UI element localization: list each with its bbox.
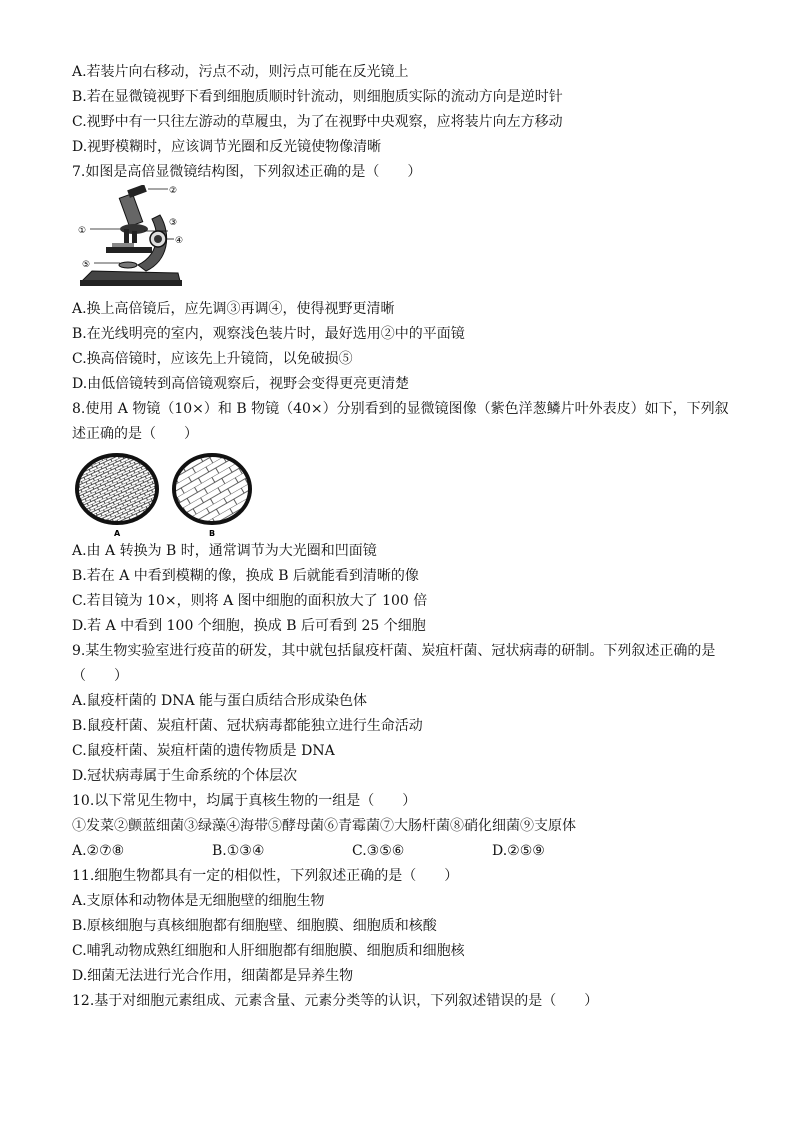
q6-option-d: D.视野模糊时，应该调节光圈和反光镜使物像清晰 <box>72 139 382 155</box>
q10-option-a: A.②⑦⑧ <box>72 843 125 859</box>
q9-stem-line2: （ ） <box>72 668 128 684</box>
q8-stem-line1: 8.使用 A 物镜（10×）和 B 物镜（40×）分别看到的显微镜图像（紫色洋葱鳞片叶外表皮）如下，下列叙 <box>72 401 729 417</box>
cell-images-figure <box>72 447 732 539</box>
q9-option-b: B.鼠疫杆菌、炭疽杆菌、冠状病毒都能独立进行生命活动 <box>72 718 423 734</box>
q10-items: ①发菜②颤蓝细菌③绿藻④海带⑤酵母菌⑥青霉菌⑦大肠杆菌⑧硝化细菌⑨支原体 <box>72 818 576 834</box>
q7-stem: 7.如图是高倍显微镜结构图，下列叙述正确的是（ ） <box>72 164 422 180</box>
q10-option-b: B.①③④ <box>212 843 265 859</box>
label-4: ④ <box>175 236 184 246</box>
q8-option-b: B.若在 A 中看到模糊的像，换成 B 后就能看到清晰的像 <box>72 568 419 584</box>
exam-page <box>72 60 732 1014</box>
q6-option-b: B.若在显微镜视野下看到细胞质顺时针流动，则细胞质实际的流动方向是逆时针 <box>72 89 563 105</box>
q10-option-c: C.③⑤⑥ <box>352 843 405 859</box>
figure-label-b: B <box>209 529 216 538</box>
q8-option-c: C.若目镜为 10×，则将 A 图中细胞的面积放大了 100 倍 <box>72 593 428 609</box>
label-1: ① <box>78 226 87 236</box>
q11-option-b: B.原核细胞与真核细胞都有细胞壁、细胞膜、细胞质和核酸 <box>72 918 437 934</box>
q8-options <box>72 539 732 639</box>
microscope-figure <box>72 185 732 297</box>
q7-option-b: B.在光线明亮的室内，观察浅色装片时，最好选用②中的平面镜 <box>72 326 465 342</box>
q7-option-d: D.由低倍镜转到高倍镜观察后，视野会变得更亮更清楚 <box>72 376 410 392</box>
label-3: ③ <box>169 218 178 228</box>
microscope-image <box>72 185 212 297</box>
q11-option-c: C.哺乳动物成熟红细胞和人肝细胞都有细胞膜、细胞质和细胞核 <box>72 943 465 959</box>
q11-options <box>72 889 732 989</box>
q8-option-a: A.由 A 转换为 B 时，通常调节为大光圈和凹面镜 <box>72 543 377 559</box>
q6-options <box>72 60 732 160</box>
q10-options <box>72 839 732 864</box>
figure-label-a: A <box>114 529 121 538</box>
q11-option-a: A.支原体和动物体是无细胞壁的细胞生物 <box>72 893 325 909</box>
q9-option-a: A.鼠疫杆菌的 DNA 能与蛋白质结合形成染色体 <box>72 693 368 709</box>
q11-option-d: D.细菌无法进行光合作用，细菌都是异养生物 <box>72 968 354 984</box>
q8-option-d: D.若 A 中看到 100 个细胞，换成 B 后可看到 25 个细胞 <box>72 618 426 634</box>
q11-stem: 11.细胞生物都具有一定的相似性，下列叙述正确的是（ ） <box>72 868 459 884</box>
q8-stem-line2: 述正确的是（ ） <box>72 426 198 442</box>
q7-option-a: A.换上高倍镜后，应先调③再调④，使得视野更清晰 <box>72 301 395 317</box>
q10-option-d: D.②⑤⑨ <box>492 843 545 859</box>
q12-stem: 12.基于对细胞元素组成、元素含量、元素分类等的认识，下列叙述错误的是（ ） <box>72 993 599 1009</box>
q7-option-c: C.换高倍镜时，应该先上升镜筒，以免破损⑤ <box>72 351 353 367</box>
label-5: ⑤ <box>82 260 91 270</box>
q6-option-c: C.视野中有一只往左游动的草履虫，为了在视野中央观察，应将装片向左方移动 <box>72 114 563 130</box>
q9-options <box>72 689 732 789</box>
q9-stem-line1: 9.某生物实验室进行疫苗的研发，其中就包括鼠疫杆菌、炭疽杆菌、冠状病毒的研制。下列叙述正确的是 <box>72 643 716 659</box>
q10-stem: 10.以下常见生物中，均属于真核生物的一组是（ ） <box>72 793 417 809</box>
cell-field-images <box>72 447 262 539</box>
q7-options <box>72 297 732 397</box>
q9-option-d: D.冠状病毒属于生命系统的个体层次 <box>72 768 298 784</box>
q6-option-a: A.若装片向右移动，污点不动，则污点可能在反光镜上 <box>72 64 409 80</box>
label-2-top: ② <box>169 186 178 196</box>
q9-option-c: C.鼠疫杆菌、炭疽杆菌的遗传物质是 DNA <box>72 743 335 759</box>
